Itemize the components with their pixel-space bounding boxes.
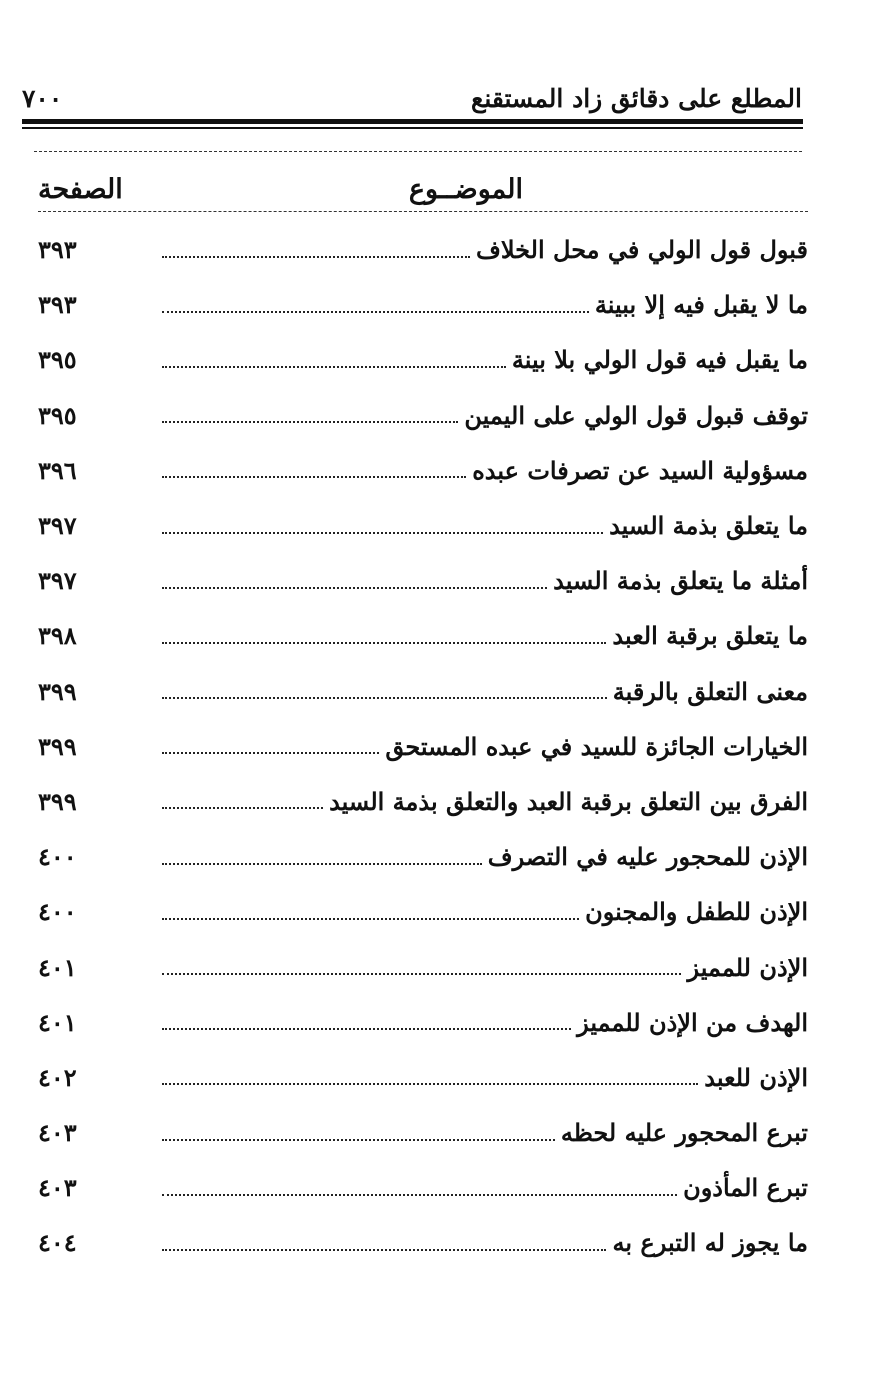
toc-entry-title: الإذن للطفل والمجنون <box>585 897 808 927</box>
toc-entry-page: ٣٩٣ <box>38 290 77 320</box>
toc-entry-page: ٣٩٧ <box>38 566 77 596</box>
dot-leader <box>162 752 379 754</box>
toc-entry[interactable] <box>38 332 808 387</box>
toc-entry-page: ٤٠١ <box>38 952 77 982</box>
header-rule-thin <box>22 127 803 129</box>
dot-leader <box>162 1083 698 1085</box>
dot-leader <box>162 918 579 920</box>
running-header <box>22 84 802 116</box>
toc-entry-title: الفرق بين التعلق برقبة العبد والتعلق بذمة السيد <box>329 786 808 816</box>
toc-entry-page: ٣٩٥ <box>38 345 77 375</box>
book-title: المطلع على دقائق زاد المستقنع <box>471 84 802 113</box>
dot-leader <box>162 532 603 534</box>
toc-entry-title: قبول قول الولي في محل الخلاف <box>475 235 808 265</box>
toc-entry-title: ما يتعلق برقبة العبد <box>612 621 808 651</box>
toc-entry-page: ٣٩٩ <box>38 786 77 816</box>
toc-entry-page: ٣٩٦ <box>38 455 77 485</box>
toc-entry[interactable] <box>38 498 808 553</box>
toc-entry-title: توقف قبول قول الولي على اليمين <box>464 400 808 430</box>
toc-entry-title: ما يتعلق بذمة السيد <box>609 511 808 541</box>
toc-entry-title: معنى التعلق بالرقبة <box>612 676 808 706</box>
toc-entry-title: الإذن للمحجور عليه في التصرف <box>487 842 808 872</box>
dot-leader <box>162 256 470 258</box>
dot-leader <box>162 587 547 589</box>
toc-entry-title: الإذن للمميز <box>687 952 808 982</box>
toc-entry[interactable] <box>38 388 808 443</box>
toc-entry[interactable] <box>38 719 808 774</box>
dot-leader <box>162 973 681 975</box>
dot-leader <box>162 697 607 699</box>
page-number: ٧٠٠ <box>22 84 63 113</box>
dot-leader <box>162 1139 555 1141</box>
dot-leader <box>162 807 323 809</box>
dot-leader <box>162 642 606 644</box>
toc-entry-title: أمثلة ما يتعلق بذمة السيد <box>553 566 808 596</box>
toc-entry-title: مسؤولية السيد عن تصرفات عبده <box>472 455 808 485</box>
toc-entry-title: ما يجوز له التبرع به <box>612 1228 808 1258</box>
toc-entry-page: ٤٠١ <box>38 1007 77 1037</box>
toc-entry-page: ٤٠٣ <box>38 1118 77 1148</box>
toc-entry[interactable] <box>38 939 808 994</box>
dot-leader <box>162 366 506 368</box>
toc-entry[interactable] <box>38 1050 808 1105</box>
toc-entry-page: ٣٩٩ <box>38 676 77 706</box>
column-headers <box>38 174 808 210</box>
toc-entry[interactable] <box>38 277 808 332</box>
toc-entry[interactable] <box>38 995 808 1050</box>
toc-entry-page: ٤٠٤ <box>38 1228 77 1258</box>
toc-entry[interactable] <box>38 553 808 608</box>
toc-entry[interactable] <box>38 774 808 829</box>
dot-leader <box>162 476 466 478</box>
column-header-page: الصفحة <box>38 174 123 205</box>
dot-leader <box>162 421 458 423</box>
toc-entry-title: ما يقبل فيه قول الولي بلا بينة <box>511 345 808 375</box>
toc-entry-title: الإذن للعبد <box>704 1062 808 1092</box>
toc-entry-page: ٣٩٣ <box>38 235 77 265</box>
toc-entry-page: ٤٠٠ <box>38 897 77 927</box>
toc-entry-title: ما لا يقبل فيه إلا ببينة <box>594 290 808 320</box>
dot-leader <box>162 863 482 865</box>
toc-entry[interactable] <box>38 1160 808 1215</box>
toc-entry-page: ٣٩٥ <box>38 400 77 430</box>
toc-entry-page: ٣٩٩ <box>38 731 77 761</box>
toc-entry-title: تبرع المأذون <box>683 1173 808 1203</box>
toc-entry-page: ٣٩٧ <box>38 511 77 541</box>
toc-entry-page: ٤٠٢ <box>38 1062 77 1092</box>
dot-leader <box>162 1249 606 1251</box>
table-of-contents <box>38 222 808 1271</box>
header-rule-thick <box>22 119 803 124</box>
toc-entry[interactable] <box>38 608 808 663</box>
toc-entry[interactable] <box>38 1105 808 1160</box>
toc-entry[interactable] <box>38 1215 808 1270</box>
toc-entry-page: ٣٩٨ <box>38 621 77 651</box>
toc-entry-title: الخيارات الجائزة للسيد في عبده المستحق <box>385 731 808 761</box>
toc-entry[interactable] <box>38 884 808 939</box>
toc-entry-title: تبرع المحجور عليه لحظه <box>560 1118 808 1148</box>
toc-entry-title: الهدف من الإذن للمميز <box>577 1007 808 1037</box>
dashed-divider-under-headers <box>38 211 808 212</box>
dot-leader <box>162 1028 571 1030</box>
toc-entry[interactable] <box>38 443 808 498</box>
dashed-divider-top <box>34 151 802 152</box>
column-header-topic: الموضــوع <box>408 174 523 205</box>
dot-leader <box>162 1194 677 1196</box>
toc-entry-page: ٤٠٠ <box>38 842 77 872</box>
toc-entry[interactable] <box>38 222 808 277</box>
toc-entry[interactable] <box>38 829 808 884</box>
dot-leader <box>162 311 589 313</box>
toc-entry-page: ٤٠٣ <box>38 1173 77 1203</box>
toc-entry[interactable] <box>38 664 808 719</box>
